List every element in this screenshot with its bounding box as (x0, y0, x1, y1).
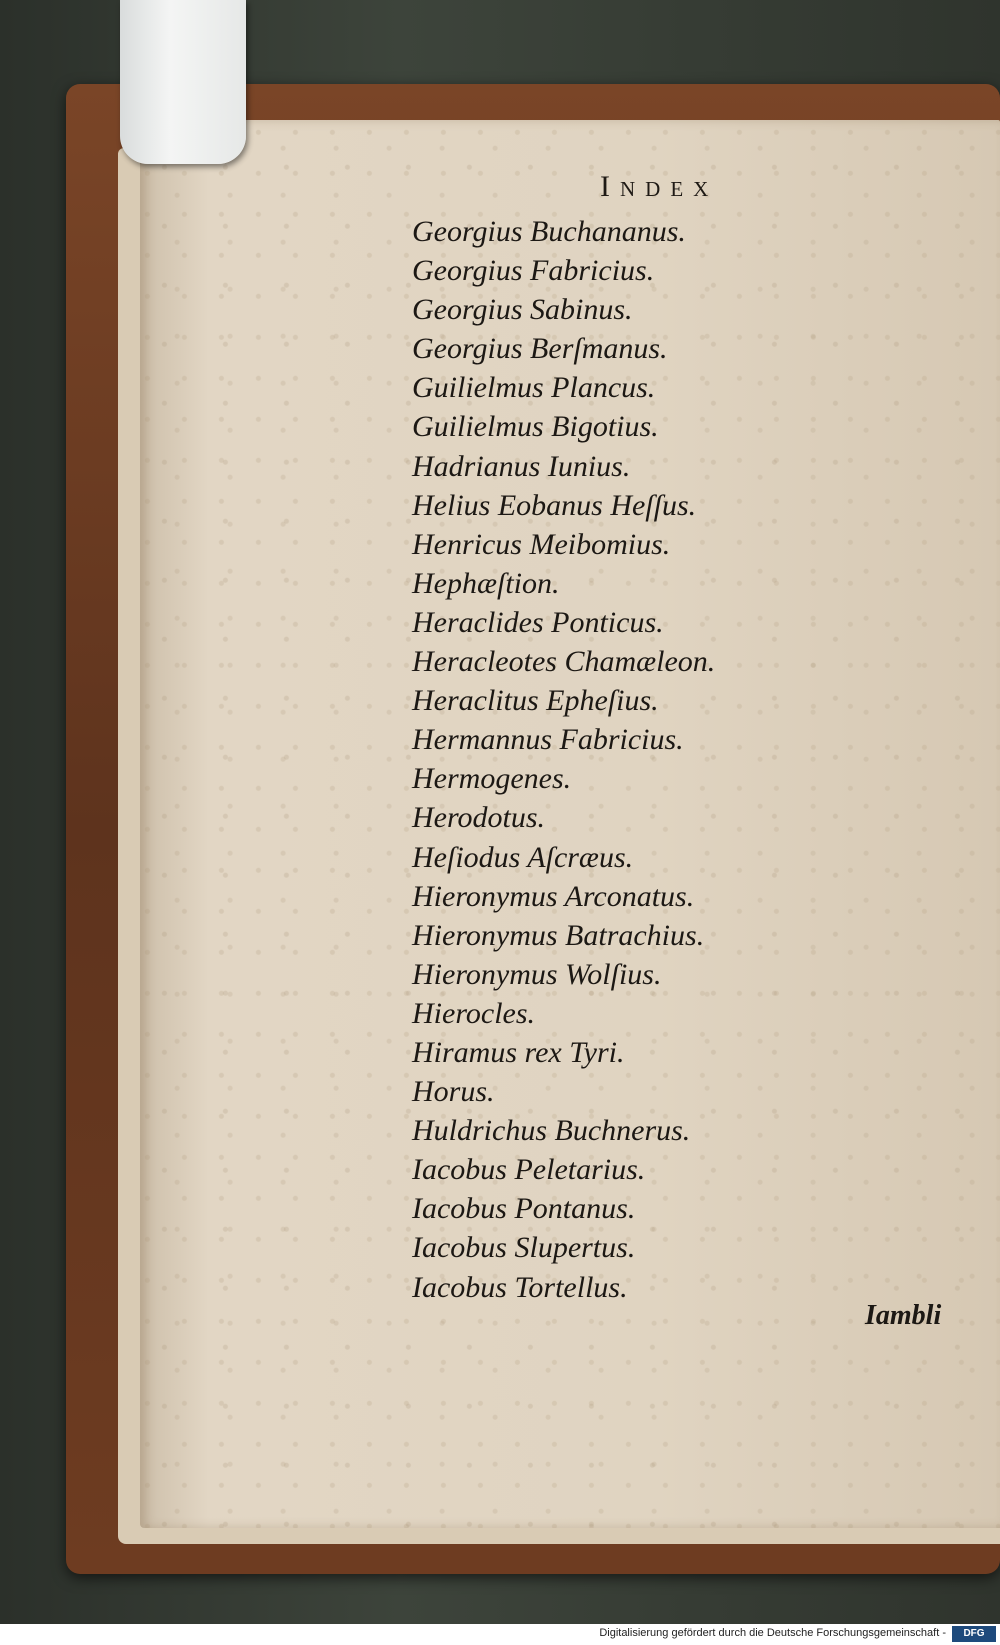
index-entry: Helius Eobanus Heſſus. (412, 488, 697, 522)
index-entry: Hermannus Fabricius. (412, 723, 684, 757)
index-entry: Horus. (412, 1075, 495, 1109)
index-entry: Guilielmus Plancus. (412, 371, 656, 405)
funding-credit: Digitalisierung gefördert durch die Deutsche Forschungsgemeinschaft - (599, 1627, 946, 1639)
digitization-footer (0, 1624, 1000, 1645)
index-list (412, 212, 832, 1307)
index-entry: Heraclides Ponticus. (412, 605, 664, 639)
index-entry: Henricus Meibomius. (412, 527, 671, 561)
index-entry: Heſiodus Aſcræus. (412, 840, 634, 874)
index-entry: Guilielmus Bigotius. (412, 410, 659, 444)
index-entry: Heracleotes Chamæleon. (412, 645, 716, 679)
index-entry: Hieronymus Wolſius. (412, 957, 662, 991)
index-entry: Iacobus Slupertus. (412, 1231, 636, 1265)
index-entry: Iacobus Pontanus. (412, 1192, 636, 1226)
index-entry: Hermogenes. (412, 762, 572, 796)
index-entry: Georgius Fabricius. (412, 254, 655, 288)
index-entry: Hephæſtion. (412, 566, 560, 600)
index-entry: Hieronymus Batrachius. (412, 918, 705, 952)
index-entry: Herodotus. (412, 801, 546, 835)
index-entry: Heraclitus Epheſius. (412, 684, 659, 718)
index-entry: Iacobus Peletarius. (412, 1153, 646, 1187)
index-entry: Hadrianus Iunius. (412, 449, 631, 483)
index-entry: Iacobus Tortellus. (412, 1270, 628, 1304)
catchword: Iambli (865, 1300, 942, 1331)
index-entry: Georgius Berſmanus. (412, 332, 668, 366)
index-entry: Hiramus rex Tyri. (412, 1035, 625, 1069)
bookmark-strip (120, 0, 246, 164)
index-entry: Hierocles. (412, 996, 536, 1030)
index-entry: Georgius Sabinus. (412, 293, 633, 327)
index-entry: Hieronymus Arconatus. (412, 879, 695, 913)
page-heading: Index (600, 170, 719, 203)
dfg-logo-icon: DFG (952, 1626, 996, 1642)
index-entry: Georgius Buchananus. (412, 215, 686, 248)
index-entry: Huldrichus Buchnerus. (412, 1114, 691, 1148)
